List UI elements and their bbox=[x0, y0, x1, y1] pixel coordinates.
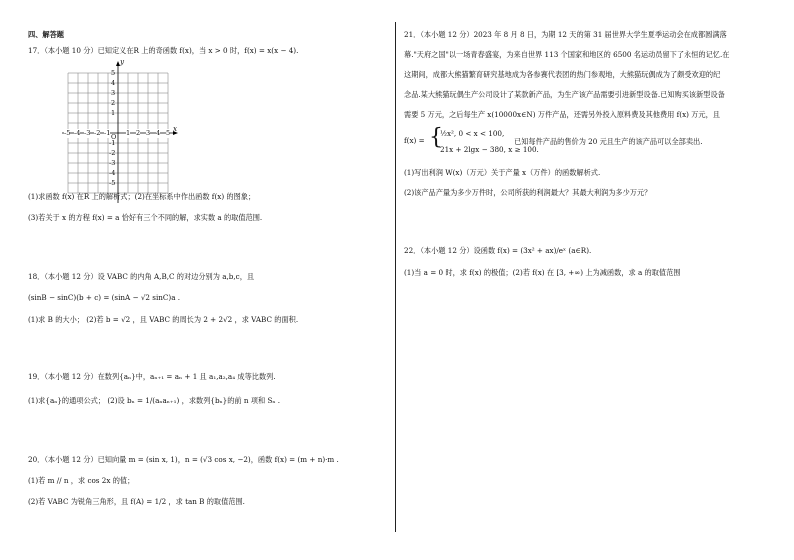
q17-part1-2: (1)求函数 f(x) 在R 上的解析式；(2)在坐标系中作出函数 f(x) 的图象； bbox=[28, 192, 256, 201]
y-tick: 1 bbox=[111, 109, 116, 117]
q17-stem: 17．（本小题 10 分）已知定义在R 上的奇函数 f(x)，当 x > 0 时，f(x) = x(x − 4). bbox=[28, 46, 299, 55]
q20-part2: (2)若 VABC 为锐角三角形，且 f(A) = 1/2 ，求 tan B 的取值范围. bbox=[28, 497, 245, 506]
x-tick: -1 bbox=[104, 129, 111, 137]
y-tick: 4 bbox=[111, 79, 116, 87]
q21-line2: 幕."天府之国"以一场青春盛宴，为来自世界 113 个国家和地区的 6500 名运动员留下了永恒的记忆.在 bbox=[404, 50, 730, 59]
section-title: 四、解答题 bbox=[28, 30, 64, 39]
piecewise-label: f(x) = bbox=[404, 136, 425, 145]
q20-stem: 20．（本小题 12 分）已知向量 m = (sin x, 1)，n = (√3 cos x, −2)，函数 f(x) = (m + n)·m . bbox=[28, 455, 339, 464]
x-tick: 4 bbox=[156, 129, 161, 137]
y-tick: 5 bbox=[111, 69, 116, 77]
y-tick: -5 bbox=[109, 179, 116, 187]
y-tick: -2 bbox=[109, 149, 116, 157]
q18-stem: 18．（本小题 12 分）设 VABC 的内角 A,B,C 的对边分别为 a,b,c，且 bbox=[28, 272, 255, 281]
q20-part1: (1)若 m // n ，求 cos 2x 的值； bbox=[28, 476, 135, 485]
y-tick: 2 bbox=[111, 99, 116, 107]
x-tick: 2 bbox=[136, 129, 141, 137]
piecewise-case1: ½x², 0 < x < 100, bbox=[440, 129, 505, 138]
x-tick: -2 bbox=[94, 129, 101, 137]
q17-part3: (3)若关于 x 的方程 f(x) = a 恰好有三个不同的解，求实数 a 的取值范围. bbox=[28, 213, 263, 222]
y-tick: -3 bbox=[109, 159, 116, 167]
q21-line5: 需要 5 万元，之后每生产 x(10000x∈N) 万件产品，还需另外投入原料费及其他费用 f(x) 万元，且 bbox=[404, 110, 720, 119]
x-axis-label: x bbox=[173, 124, 178, 133]
x-tick: -5 bbox=[64, 129, 71, 137]
column-divider bbox=[395, 22, 396, 532]
q19-parts: (1)求{aₙ}的通项公式； (2)设 bₙ = 1/(aₙaₙ₊₁) ，求数列{bₙ}的前 n 项和 Sₙ . bbox=[28, 396, 281, 405]
y-tick: -1 bbox=[109, 139, 116, 147]
piecewise-case2: 21x + 2lgx − 380, x ≥ 100. bbox=[440, 145, 539, 154]
q22-stem: 22．（本小题 12 分）设函数 f(x) = (3x² + ax)/eˣ (a∈R). bbox=[404, 246, 592, 255]
x-tick: -3 bbox=[84, 129, 91, 137]
q22-parts: (1)当 a = 0 时，求 f(x) 的极值；(2)若 f(x) 在 [3, +∞) 上为减函数，求 a 的取值范围 bbox=[404, 268, 681, 277]
q21-line1: 21．（本小题 12 分）2023 年 8 月 8 日，为期 12 天的第 31 届世界大学生夏季运动会在成都圆满落 bbox=[404, 30, 727, 39]
x-tick: -4 bbox=[74, 129, 81, 137]
q18-condition: (sinB − sinC)(b + c) = (sinA − √2 sinC)a . bbox=[28, 293, 181, 302]
x-tick: 1 bbox=[126, 129, 131, 137]
q21-line3: 这期间，成都大熊猫繁育研究基地成为各参赛代表团的热门参观地，大熊猫玩偶成为了颇受欢迎的纪 bbox=[404, 70, 721, 79]
coordinate-grid bbox=[60, 58, 180, 208]
y-axis-label: y bbox=[120, 57, 125, 66]
q18-parts: (1)求 B 的大小； (2)若 b = √2 ，且 VABC 的周长为 2 + 2√2 ，求 VABC 的面积. bbox=[28, 315, 299, 324]
x-tick: 3 bbox=[146, 129, 151, 137]
y-tick: -4 bbox=[109, 169, 116, 177]
q21-line4: 念品.某大熊猫玩偶生产公司设计了某款新产品，为生产该产品需要引进新型设备.已知购买该新型设备 bbox=[404, 90, 725, 99]
x-tick: 5 bbox=[166, 129, 171, 137]
q21-price: 已知每件产品的售价为 20 元且生产的该产品可以全部卖出. bbox=[514, 137, 703, 146]
origin-label: O bbox=[111, 133, 117, 141]
q19-stem: 19．（本小题 12 分）在数列{aₙ}中，aₙ₊₁ = aₙ + 1 且 a₁,a₂,a₄ 成等比数列. bbox=[28, 372, 276, 381]
q21-part2: (2)该产品产量为多少万件时，公司所获的利润最大？其最大利润为多少万元？ bbox=[404, 188, 652, 197]
y-tick: 3 bbox=[111, 89, 116, 97]
piecewise-brace-icon: { bbox=[429, 125, 443, 150]
q21-part1: (1)写出利润 W(x)（万元）关于产量 x（万件）的函数解析式. bbox=[404, 168, 601, 177]
